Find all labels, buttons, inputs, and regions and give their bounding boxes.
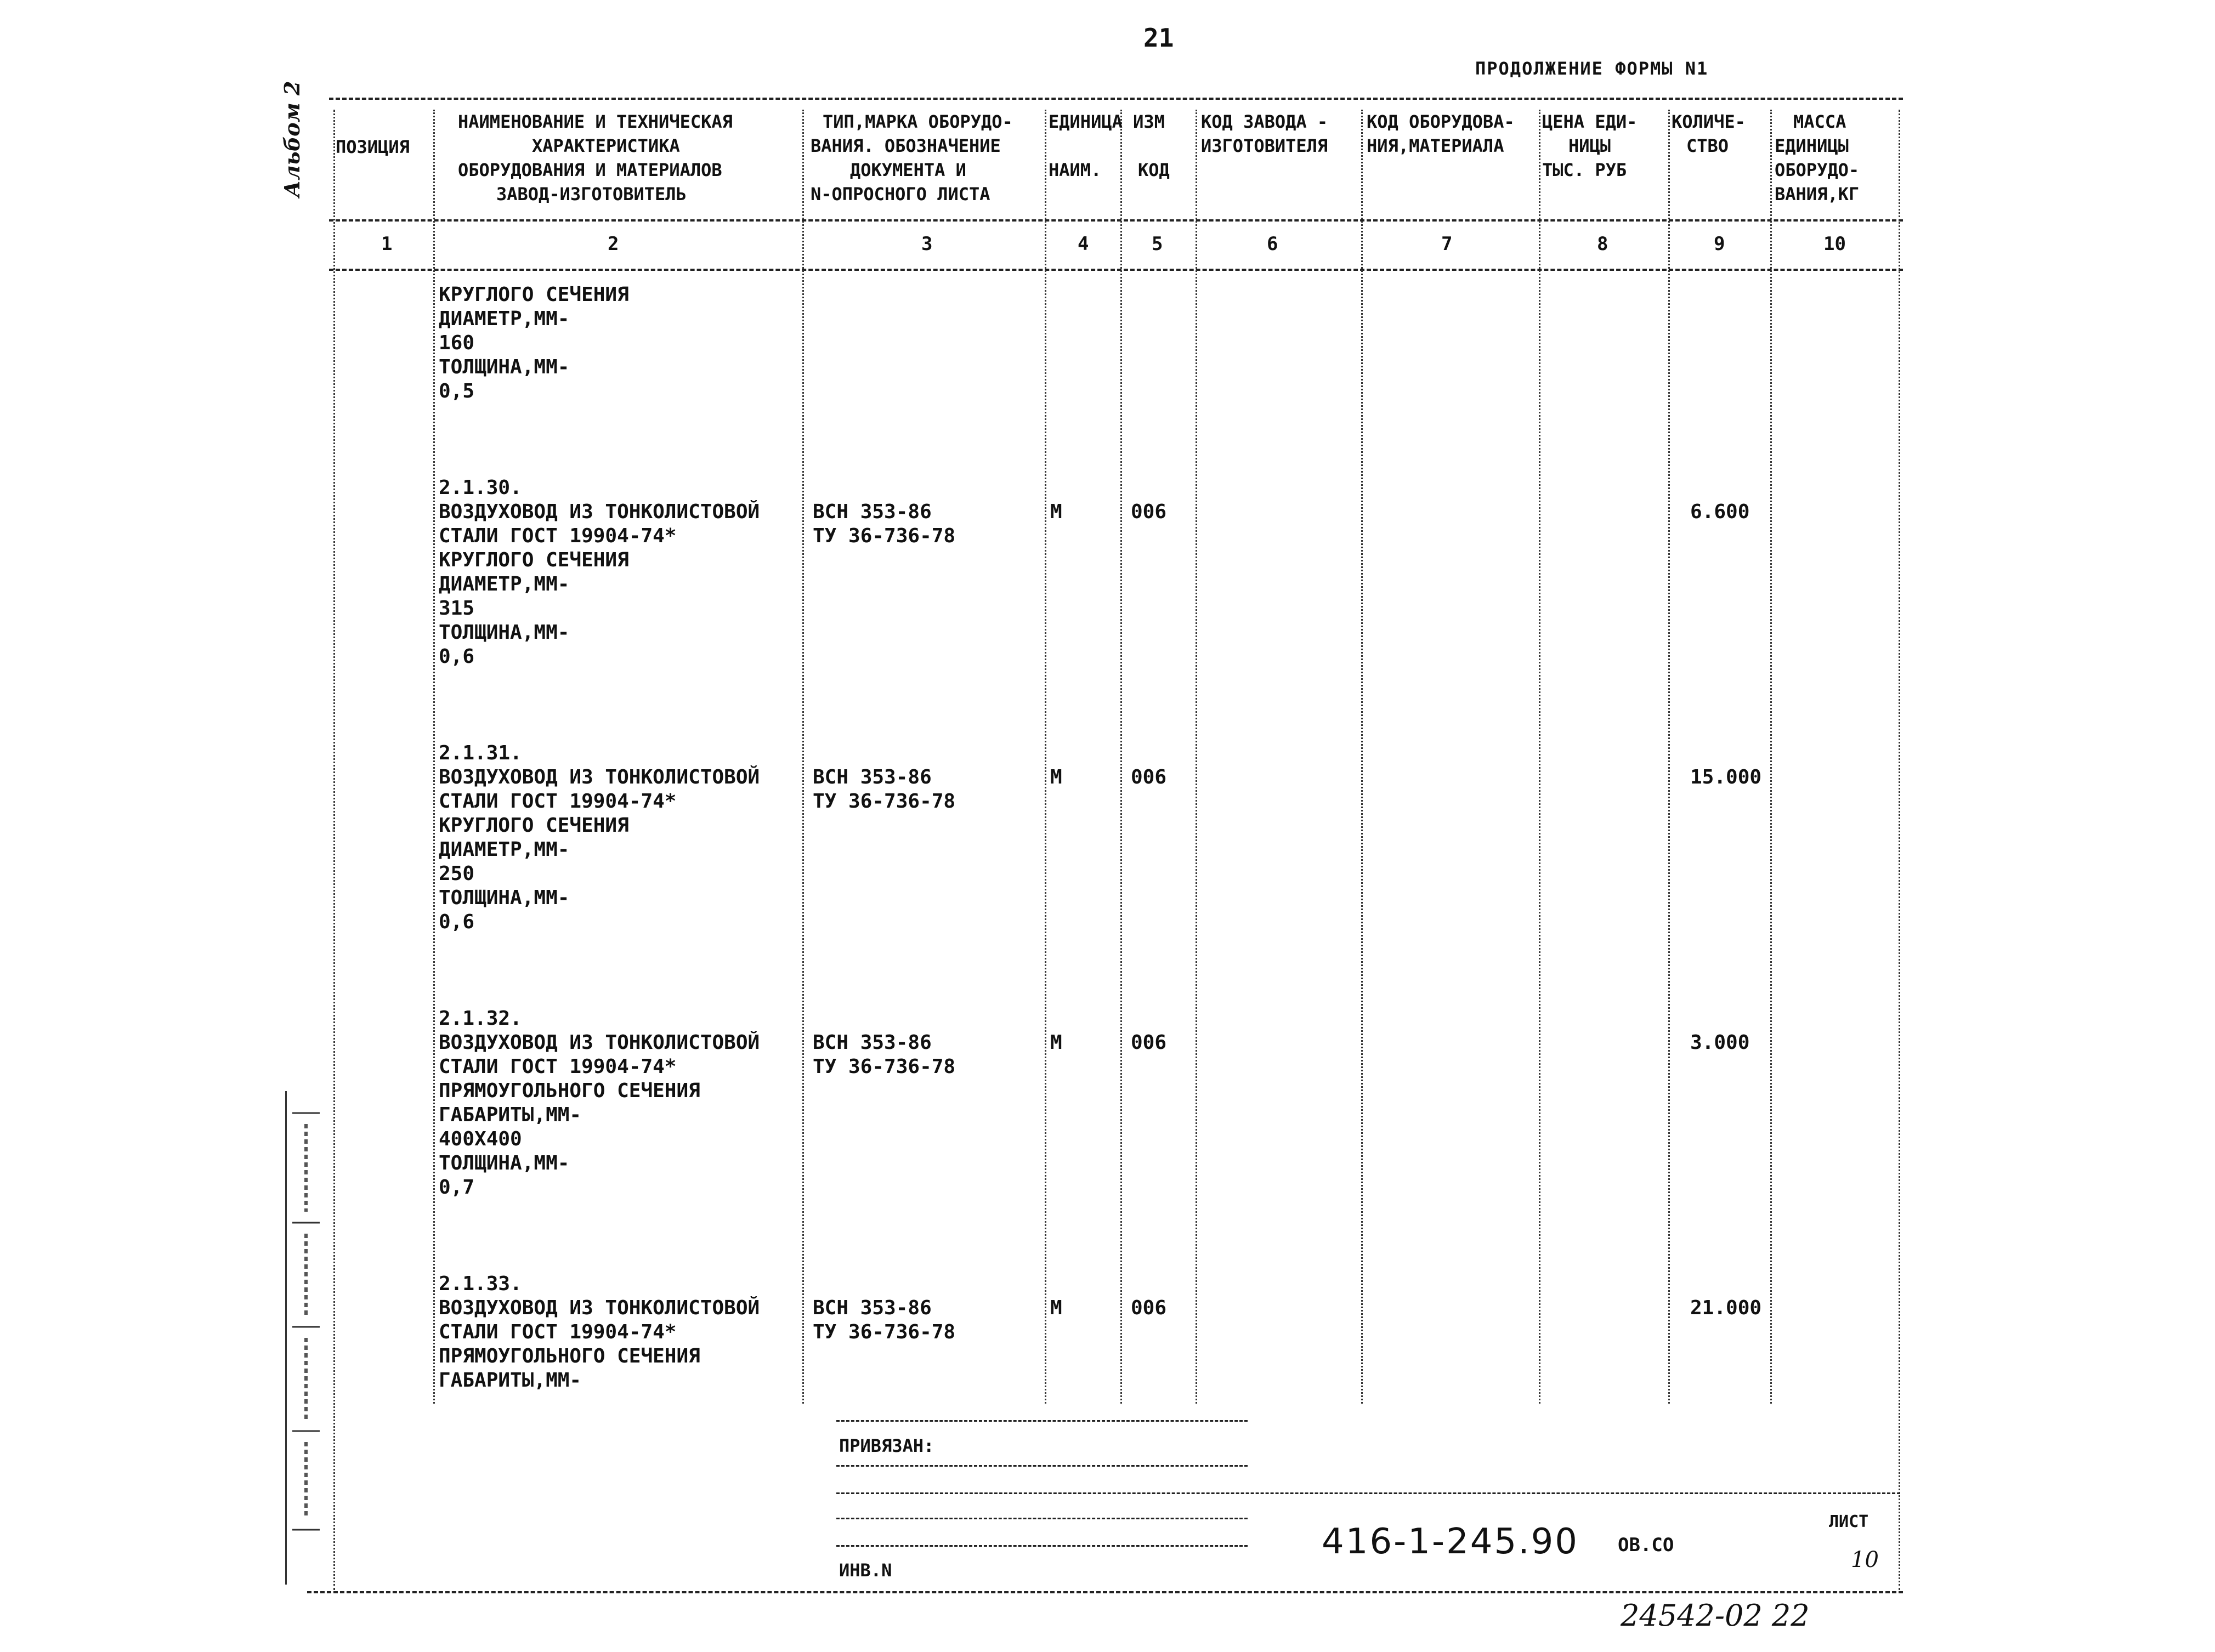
table-cell-code: 006 [1131, 501, 1167, 523]
album-label: Альбом 2 [280, 81, 304, 197]
col-sep-7 [1361, 110, 1363, 1404]
table-cell-unit: М [1050, 1031, 1062, 1054]
table-cell-name: КРУГЛОГО СЕЧЕНИЯ [439, 283, 629, 306]
table-cell-doc: ВСН 353-86 [813, 1297, 932, 1319]
col-sep-2 [433, 110, 435, 1404]
table-cell-qty: 3.000 [1690, 1031, 1750, 1054]
table-cell-unit: М [1050, 501, 1062, 523]
side-approval-stamp [285, 1091, 325, 1585]
stamp-top-rule [836, 1420, 1248, 1422]
table-cell-name: 2.1.31. [439, 742, 522, 764]
table-cell-doc: ВСН 353-86 [813, 1031, 932, 1054]
colnum-8: 8 [1597, 233, 1608, 255]
col-sep-3 [802, 110, 804, 1404]
stamp-rule-5 [836, 1545, 1248, 1547]
hdr-col10-l4: ВАНИЯ,КГ [1775, 184, 1860, 205]
table-cell-qty: 6.600 [1690, 501, 1750, 523]
table-cell-name: 0,6 [439, 911, 475, 933]
document-code: 416-1-245.90 [1322, 1522, 1579, 1562]
hdr-col9-l2: СТВО [1686, 135, 1729, 156]
table-cell-name: ДИАМЕТР,ММ- [439, 573, 570, 595]
colnum-5: 5 [1152, 233, 1163, 255]
colnum-7: 7 [1441, 233, 1453, 255]
colnum-3: 3 [921, 233, 933, 255]
table-cell-doc: ТУ 36-736-78 [813, 525, 956, 547]
col-sep-6 [1196, 110, 1197, 1404]
colnum-bottom-rule [329, 269, 1903, 271]
table-cell-doc: ТУ 36-736-78 [813, 790, 956, 813]
table-cell-code: 006 [1131, 1031, 1167, 1054]
table-cell-unit: М [1050, 766, 1062, 788]
col-sep-10 [1770, 110, 1772, 1404]
table-cell-name: ДИАМЕТР,ММ- [439, 308, 570, 330]
inventory-footer: 24542-02 22 [1621, 1598, 1810, 1633]
header-bottom-rule [329, 219, 1903, 222]
table-cell-name: 315 [439, 597, 475, 620]
table-cell-qty: 21.000 [1690, 1297, 1762, 1319]
table-cell-name: КРУГЛОГО СЕЧЕНИЯ [439, 814, 629, 837]
hdr-col3-l1: ТИП,МАРКА ОБОРУДО- [823, 111, 1013, 132]
hdr-col9-l1: КОЛИЧЕ- [1672, 111, 1746, 132]
hdr-col7-l2: НИЯ,МАТЕРИАЛА [1367, 135, 1504, 156]
sheet-number: 10 [1851, 1547, 1879, 1572]
table-cell-doc: ТУ 36-736-78 [813, 1055, 956, 1078]
table-cell-doc: ВСН 353-86 [813, 766, 932, 788]
hdr-unit: ЕДИНИЦА ИЗМ [1049, 111, 1165, 132]
table-cell-name: ТОЛЩИНА,ММ- [439, 621, 570, 644]
table-cell-name: СТАЛИ ГОСТ 19904-74* [439, 525, 677, 547]
table-top-rule [329, 98, 1903, 100]
table-cell-name: СТАЛИ ГОСТ 19904-74* [439, 1321, 677, 1343]
hdr-position: ПОЗИЦИЯ [336, 137, 410, 157]
colnum-10: 10 [1823, 233, 1846, 255]
stamp-rule-4 [836, 1518, 1248, 1519]
colnum-6: 6 [1267, 233, 1278, 255]
table-cell-name: 2.1.30. [439, 476, 522, 499]
hdr-unit-code: КОД [1138, 160, 1170, 180]
table-cell-name: 2.1.33. [439, 1273, 522, 1295]
table-cell-name: ГАБАРИТЫ,ММ- [439, 1104, 582, 1126]
table-cell-name: 400X400 [439, 1128, 522, 1150]
hdr-col10-l3: ОБОРУДО- [1775, 160, 1860, 180]
table-cell-name: ТОЛЩИНА,ММ- [439, 356, 570, 378]
table-cell-name: СТАЛИ ГОСТ 19904-74* [439, 1055, 677, 1078]
table-cell-code: 006 [1131, 766, 1167, 788]
col-sep-4 [1045, 110, 1046, 1404]
colnum-1: 1 [381, 233, 393, 255]
hdr-col2-l1: НАИМЕНОВАНИЕ И ТЕХНИЧЕСКАЯ [458, 111, 733, 132]
table-cell-name: СТАЛИ ГОСТ 19904-74* [439, 790, 677, 813]
col-sep-8 [1539, 110, 1540, 1404]
table-cell-name: 0,7 [439, 1176, 475, 1199]
hdr-col10-l2: ЕДИНИЦЫ [1775, 135, 1849, 156]
document-section: ОВ.СО [1618, 1534, 1674, 1556]
hdr-col10-l1: МАССА [1793, 111, 1846, 132]
table-cell-doc: ТУ 36-736-78 [813, 1321, 956, 1343]
col-sep-5 [1120, 110, 1122, 1404]
hdr-col6-l1: КОД ЗАВОДА - [1201, 111, 1328, 132]
table-cell-name: ПРЯМОУГОЛЬНОГО СЕЧЕНИЯ [439, 1080, 700, 1102]
table-cell-doc: ВСН 353-86 [813, 501, 932, 523]
table-cell-name: ПРЯМОУГОЛЬНОГО СЕЧЕНИЯ [439, 1345, 700, 1367]
hdr-col8-l1: ЦЕНА ЕДИ- [1542, 111, 1638, 132]
table-cell-name: ТОЛЩИНА,ММ- [439, 1152, 570, 1174]
table-cell-name: 0,6 [439, 645, 475, 668]
table-cell-name: ВОЗДУХОВОД ИЗ ТОНКОЛИСТОВОЙ [439, 1297, 760, 1319]
inventory-number-label: ИНВ.N [839, 1560, 892, 1581]
hdr-col6-l2: ИЗГОТОВИТЕЛЯ [1201, 135, 1328, 156]
hdr-col3-l2: ВАНИЯ. ОБОЗНАЧЕНИЕ [811, 135, 1001, 156]
hdr-col2-l3: ОБОРУДОВАНИЯ И МАТЕРИАЛОВ [458, 160, 722, 180]
table-cell-name: КРУГЛОГО СЕЧЕНИЯ [439, 549, 629, 571]
table-cell-name: ГАБАРИТЫ,ММ- [439, 1369, 582, 1392]
sheet-label: ЛИСТ [1829, 1512, 1869, 1531]
hdr-col8-l2: НИЦЫ [1568, 135, 1611, 156]
colnum-2: 2 [608, 233, 619, 255]
colnum-9: 9 [1714, 233, 1725, 255]
stamp-rule-3 [836, 1492, 1900, 1494]
table-cell-name: 0,5 [439, 380, 475, 402]
hdr-col2-l2: ХАРАКТЕРИСТИКА [532, 135, 680, 156]
colnum-4: 4 [1078, 233, 1089, 255]
privyazan-label: ПРИВЯЗАН: [839, 1435, 934, 1456]
table-cell-code: 006 [1131, 1297, 1167, 1319]
col-sep-9 [1668, 110, 1670, 1404]
col-sep-1 [333, 110, 335, 1590]
table-bottom-rule [307, 1591, 1903, 1593]
side-stamp-lines-icon [287, 1091, 325, 1585]
hdr-col3-l4: N-ОПРОСНОГО ЛИСТА [811, 184, 990, 205]
table-cell-name: 250 [439, 862, 475, 885]
hdr-col7-l1: КОД ОБОРУДОВА- [1367, 111, 1515, 132]
table-cell-name: ТОЛЩИНА,ММ- [439, 887, 570, 909]
table-cell-name: ВОЗДУХОВОД ИЗ ТОНКОЛИСТОВОЙ [439, 766, 760, 788]
col-sep-11 [1899, 110, 1900, 1590]
table-cell-name: ВОЗДУХОВОД ИЗ ТОНКОЛИСТОВОЙ [439, 1031, 760, 1054]
table-cell-name: ВОЗДУХОВОД ИЗ ТОНКОЛИСТОВОЙ [439, 501, 760, 523]
table-cell-name: ДИАМЕТР,ММ- [439, 838, 570, 861]
table-cell-name: 2.1.32. [439, 1007, 522, 1030]
hdr-col3-l3: ДОКУМЕНТА И [850, 160, 966, 180]
hdr-col2-l4: ЗАВОД-ИЗГОТОВИТЕЛЬ [496, 184, 687, 205]
hdr-unit-name: НАИМ. [1049, 160, 1102, 180]
stamp-rule-2 [836, 1465, 1248, 1467]
table-cell-unit: М [1050, 1297, 1062, 1319]
table-cell-name: 160 [439, 332, 475, 354]
hdr-col8-l3: ТЫС. РУБ [1542, 160, 1627, 180]
continuation-title: ПРОДОЛЖЕНИЕ ФОРМЫ N1 [1475, 58, 1709, 79]
page-number: 21 [1143, 23, 1174, 53]
table-cell-qty: 15.000 [1690, 766, 1762, 788]
